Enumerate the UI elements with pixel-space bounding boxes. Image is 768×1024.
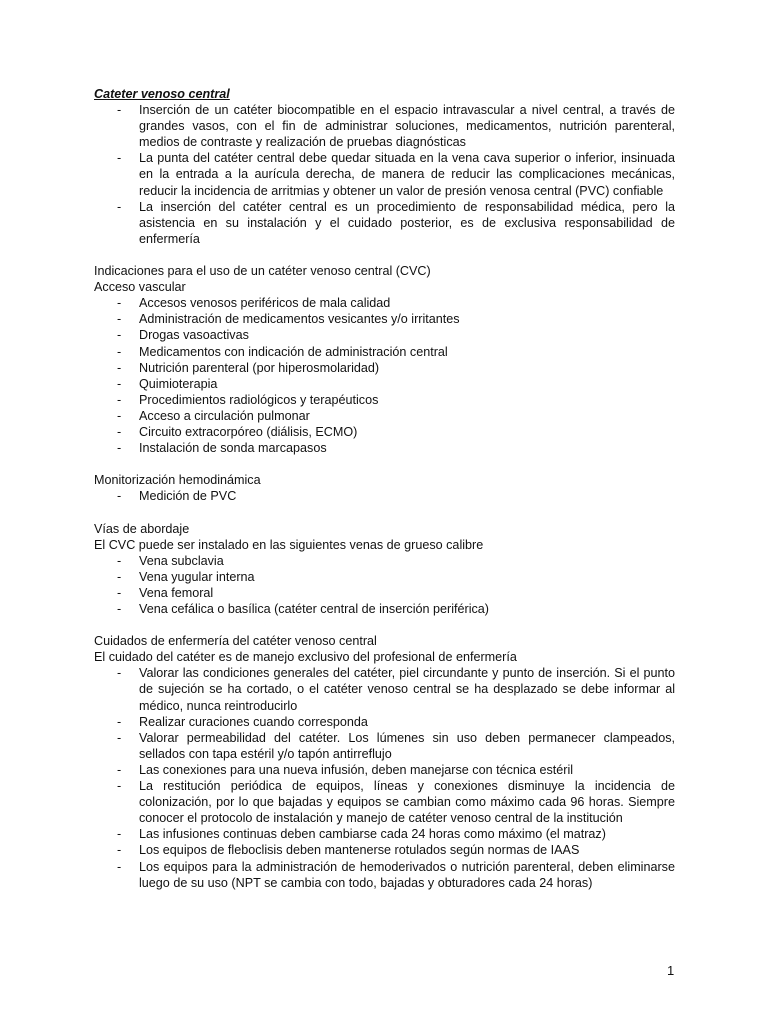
- care-heading: Cuidados de enfermería del catéter venoso central: [94, 634, 377, 649]
- spacer: [94, 247, 675, 263]
- spacer: [94, 504, 675, 520]
- routes-intro: El CVC puede ser instalado en las siguientes venas de grueso calibre: [94, 537, 484, 552]
- indications-heading: Indicaciones para el uso de un catéter venoso central (CVC): [94, 264, 431, 279]
- list-item: - Valorar permeabilidad del catéter. Los lúmenes sin uso deben permanecer clampeados, sellados con tapa estéril y/o tapón antirreflujo: [94, 730, 675, 762]
- list-item: - La inserción del catéter central es un procedimiento de responsabilidad médica, pero la asistencia en su instalación y el cuidado posterior, es de exclusiva responsabilidad de enfermería: [94, 199, 675, 247]
- list-item: - Medición de PVC: [94, 488, 675, 504]
- monitoring-list: [94, 488, 675, 504]
- document-page: [94, 86, 675, 891]
- care-intro: El cuidado del catéter es de manejo exclusivo del profesional de enfermería: [94, 650, 517, 665]
- list-item: - Medicamentos con indicación de administración central: [94, 344, 675, 360]
- routes-list: [94, 553, 675, 617]
- list-item: - Los equipos para la administración de hemoderivados o nutrición parenteral, deben eliminarse luego de su uso (NPT se cambia con todo, bajadas y obturadores cada 24 horas): [94, 859, 675, 891]
- list-item: - Vena subclavia: [94, 553, 675, 569]
- list-item: - Accesos venosos periféricos de mala calidad: [94, 295, 675, 311]
- list-item: - Inserción de un catéter biocompatible en el espacio intravascular a nivel central, a través de grandes vasos, con el fin de administrar soluciones, medicamentos, nutrición parenteral, medios de contraste y realización de pruebas diagnósticas: [94, 102, 675, 150]
- vascular-access-subheading: Acceso vascular: [94, 280, 186, 295]
- list-item: - Los equipos de fleboclisis deben mantenerse rotulados según normas de IAAS: [94, 842, 675, 858]
- list-item: - La restitución periódica de equipos, líneas y conexiones disminuye la incidencia de colonización, por lo que bajadas y equipos se cambian como máximo cada 96 horas. Siempre conocer el protocolo de instalación y manejo de catéter venoso central de la institución: [94, 778, 675, 826]
- care-list: [94, 665, 675, 890]
- list-item: - Valorar las condiciones generales del catéter, piel circundante y punto de inserción. Si el punto de sujeción se ha cortado, o el catéter venoso central se ha desplazado se debe informar al médico, nunca reintroducirlo: [94, 665, 675, 713]
- list-item: - Las infusiones continuas deben cambiarse cada 24 horas como máximo (el matraz): [94, 826, 675, 842]
- list-item: - Vena cefálica o basílica (catéter central de inserción periférica): [94, 601, 675, 617]
- list-item: - Quimioterapia: [94, 376, 675, 392]
- list-item: - Las conexiones para una nueva infusión, deben manejarse con técnica estéril: [94, 762, 675, 778]
- page-number: 1: [667, 963, 675, 978]
- list-item: - La punta del catéter central debe quedar situada en la vena cava superior o inferior, insinuada en la entrada a la aurícula derecha, de manera de reducir las complicaciones mecánicas, reducir la incidencia de arritmias y obtener un valor de presión venosa central (PVC) confiable: [94, 150, 675, 198]
- spacer: [94, 456, 675, 472]
- list-item: - Vena femoral: [94, 585, 675, 601]
- list-item: - Procedimientos radiológicos y terapéuticos: [94, 392, 675, 408]
- list-item: - Administración de medicamentos vesicantes y/o irritantes: [94, 311, 675, 327]
- list-item: - Circuito extracorpóreo (diálisis, ECMO): [94, 424, 675, 440]
- document-title: Cateter venoso central: [94, 87, 230, 101]
- monitoring-heading: Monitorización hemodinámica: [94, 473, 261, 488]
- list-item: - Nutrición parenteral (por hiperosmolaridad): [94, 360, 675, 376]
- list-item: - Acceso a circulación pulmonar: [94, 408, 675, 424]
- list-item: - Drogas vasoactivas: [94, 327, 675, 343]
- intro-list: [94, 102, 675, 247]
- spacer: [94, 617, 675, 633]
- list-item: - Vena yugular interna: [94, 569, 675, 585]
- list-item: - Realizar curaciones cuando corresponda: [94, 714, 675, 730]
- routes-heading: Vías de abordaje: [94, 521, 190, 536]
- list-item: - Instalación de sonda marcapasos: [94, 440, 675, 456]
- indications-list: [94, 295, 675, 456]
